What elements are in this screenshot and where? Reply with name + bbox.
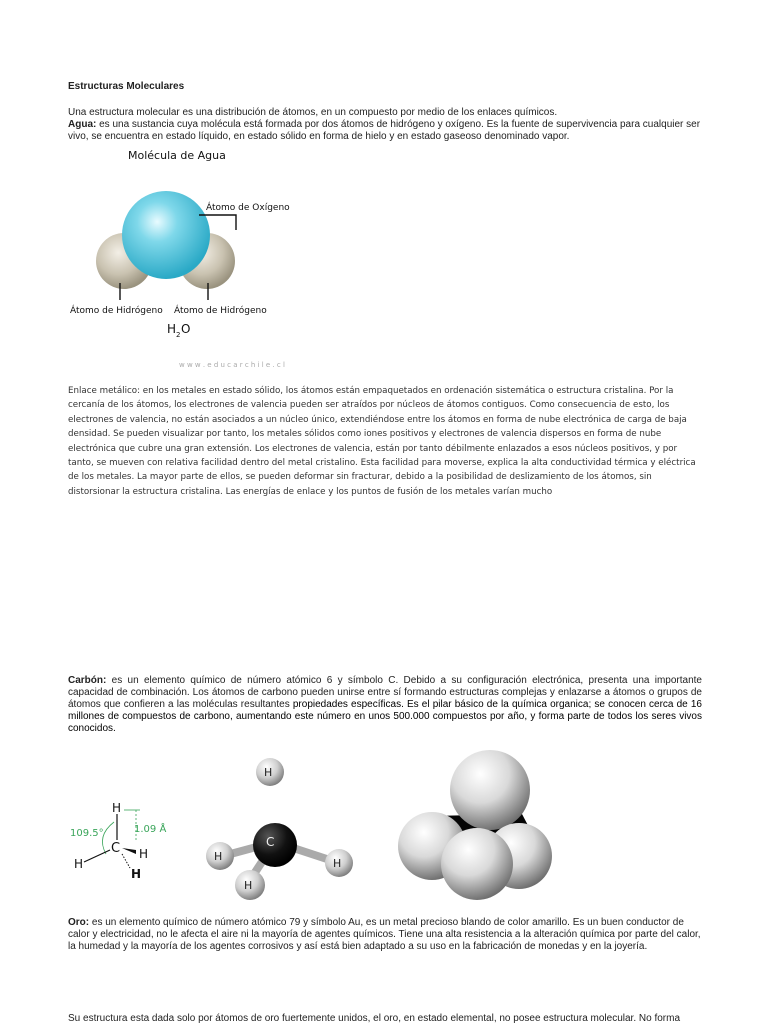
- bond-angle-label: 109.5°: [70, 828, 104, 839]
- carbon-text-b: propiedades específicas. Es el pilar básico de la química organica; se conocen cerca de 16 millones de compuestos de carbono, aumentando este número en unos 500.000 compuestos por año, y forma parte de todos los seres vivos conocidos.: [68, 699, 702, 734]
- carbon-paragraph: [68, 675, 702, 735]
- methane-h-top: H: [112, 801, 122, 815]
- oro-paragraph: [68, 917, 702, 953]
- dashed-bond-bottom: [122, 854, 130, 868]
- oxygen-atom: [122, 191, 210, 279]
- agua-text: es una sustancia cuya molécula está formada por dos átomos de hidrógeno y oxígeno. Es la fuente de supervivencia para cualquier ser vivo, se encuentra en estado líquido, en estado sólido en forma de hielo y en estado gaseoso denominado vapor.: [68, 119, 701, 142]
- oro-text: es un elemento químico de número atómico 79 y símbolo Au, es un metal precioso blando de color amarillo. Es un buen conductor de calor y electricidad, no le afecta el aire ni la mayoría de agentes químicos. Tiene una alta resistencia a la alteración química por parte del calor, la humedad y la mayoría de los agentes corrosivos y así está bien adaptado a su uso en la fabricación de monedas y en la joyería.: [68, 917, 701, 952]
- intro-paragraph: Una estructura molecular es una distribución de átomos, en un compuesto por medio de los enlaces químicos.: [68, 107, 558, 118]
- hydrogen-right-label: Átomo de Hidrógeno: [174, 306, 267, 316]
- water-molecule-figure: [60, 143, 310, 373]
- oxygen-label: Átomo de Oxígeno: [206, 203, 290, 213]
- methane-ball-stick-model: [198, 752, 368, 902]
- water-figure-title: Molécula de Agua: [128, 149, 226, 162]
- methane-h-left: H: [74, 857, 84, 871]
- water-formula-subscript: 2: [176, 331, 181, 339]
- hydrogen-ball-bottom-label: H: [244, 879, 253, 892]
- enlace-metalico-paragraph: Enlace metálico: en los metales en estado sólido, los átomos están empaquetados en ordenación sistemática o estructura cristalina. Por la cercanía de los átomos, los electrones de valencia pueden ser atraídos por núcleos de átomos contiguos. Como consecuencia de esto, los electrones de valencia, no están asociados a un núcleo único, extendiéndose entre los átomos en forma de nube electrónica de carga de baja densidad. Se pueden visualizar por tanto, los metales sólidos como iones positivos y electrones de valencia dispersos en forma de nube electrónica que cubre una gran extensión. Los electrones de valencia, están por tanto débilmente enlazados a esos núcleos positivos, y por tanto, se mueven con relativa facilidad dentro del metal cristalino. Esta facilidad para moverse, explica la alta conductividad térmica y eléctrica de los metales. La mayor parte de ellos, se pueden deformar sin fracturar, debido a la posibilidad de deslizamiento de los átomos, sin distorsionar la estructura cristalina. Las energías de enlace y los puntos de fusión de los metales varían mucho: [68, 386, 696, 497]
- bond-left: [84, 850, 110, 862]
- water-formula-o: O: [181, 322, 191, 336]
- carbon-term: Carbón:: [68, 675, 107, 686]
- methane-structural-diagram: [64, 792, 184, 887]
- space-hydrogen-top: [450, 750, 530, 830]
- wedge-bond-right: [122, 848, 136, 854]
- oro-term: Oro:: [68, 917, 90, 928]
- methane-space-filling-model: [392, 746, 562, 906]
- methane-h-right: H: [139, 847, 149, 861]
- estructura-oro-paragraph: Su estructura esta dada solo por átomos de oro fuertemente unidos, el oro, en estado elemental, no posee estructura molecular. No forma: [68, 1013, 681, 1024]
- page-title: Estructuras Moleculares: [68, 81, 185, 92]
- carbon-ball: [253, 823, 297, 867]
- methane-carbon: C: [111, 841, 121, 856]
- hydrogen-ball-right-label: H: [333, 857, 342, 870]
- carbon-text-a: es un elemento químico de número atómico 6 y símbolo C. Debido a su configuración electrónica, presenta una importante capacidad de combinación. Los átomos de carbono pueden unirse entre sí formando estructuras complejas y enlazarse a átomos o grupos de átomos que confieren a las moléculas resultantes: [68, 675, 702, 710]
- hydrogen-left-label: Átomo de Hidrógeno: [70, 306, 163, 316]
- agua-term: Agua:: [68, 119, 97, 130]
- hydrogen-ball-top-label: H: [264, 766, 273, 779]
- hydrogen-ball-left-label: H: [214, 850, 223, 863]
- methane-h-bottom: H: [131, 867, 142, 881]
- watermark: w w w . e d u c a r c h i l e . c l: [179, 361, 285, 369]
- water-formula-h: H: [167, 322, 177, 336]
- space-hydrogen-front: [441, 828, 513, 900]
- bond-length-label: 1.09 Å: [134, 824, 167, 835]
- agua-paragraph: [68, 119, 702, 143]
- carbon-ball-label: C: [266, 835, 275, 849]
